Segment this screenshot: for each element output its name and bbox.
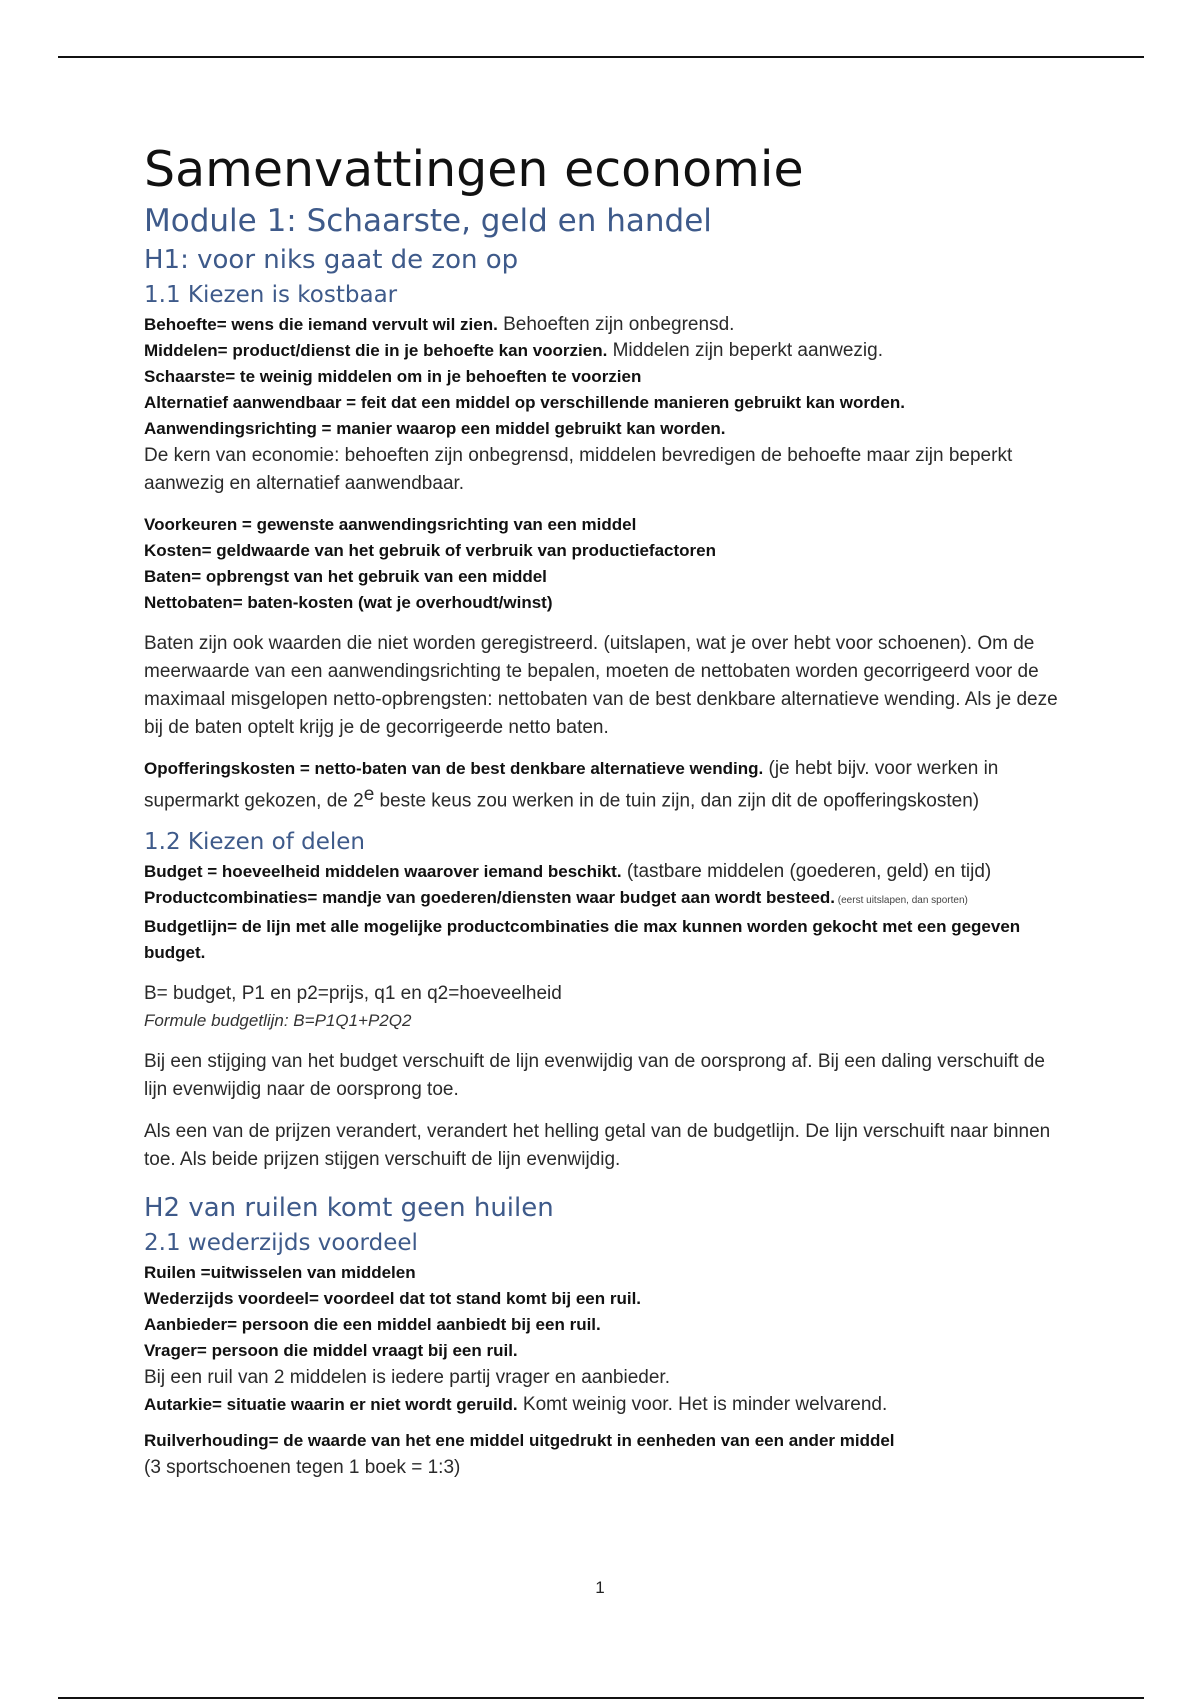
- paragraph-variables: B= budget, P1 en p2=prijs, q1 en q2=hoeveelheid: [144, 982, 562, 1004]
- formula-budgetlijn: Formule budgetlijn: B=P1Q1+P2Q2: [144, 1010, 412, 1030]
- section-heading-1-1: 1.1 Kiezen is kostbaar: [144, 282, 398, 308]
- definition-kosten: Kosten= geldwaarde van het gebruik of verbruik van productiefactoren: [144, 541, 716, 560]
- paragraph-budget-stijging: Bij een stijging van het budget verschuift de lijn evenwijdig van de oorsprong af. Bij een daling verschuift de lijn evenwijdig naar de oorsprong toe.: [144, 1050, 1045, 1100]
- document-body: [144, 140, 1070, 1482]
- definition-productcombinaties: Productcombinaties= mandje van goederen/diensten waar budget aan wordt besteed. (eerst uitslapen, dan sporten): [144, 887, 968, 907]
- definition-middelen: Middelen= product/dienst die in je behoefte kan voorzien. Middelen zijn beperkt aanwezig.: [144, 340, 883, 361]
- footer-rule: [58, 1697, 1144, 1699]
- definition-ruilen: Ruilen =uitwisselen van middelen: [144, 1262, 416, 1282]
- definition-behoefte: Behoefte= wens die iemand vervult wil zien. Behoeften zijn onbegrensd.: [144, 314, 735, 335]
- definition-vrager: Vrager= persoon die middel vraagt bij een ruil.: [144, 1340, 518, 1360]
- paragraph-kern-economie: De kern van economie: behoeften zijn onbegrensd, middelen bevredigen de behoefte maar zijn beperkt aanwezig en alternatief aanwendbaar.: [144, 445, 1013, 494]
- definition-aanbieder: Aanbieder= persoon die een middel aanbiedt bij een ruil.: [144, 1314, 601, 1334]
- definition-aanwendingsrichting: Aanwendingsrichting = manier waarop een middel gebruikt kan worden.: [144, 419, 726, 438]
- header-rule: [58, 56, 1144, 58]
- definition-baten: Baten= opbrengst van het gebruik van een middel: [144, 567, 547, 586]
- paragraph-prijzen: Als een van de prijzen verandert, verandert het helling getal van de budgetlijn. De lijn verschuift naar binnen toe. Als beide prijzen stijgen verschuift de lijn evenwijdig.: [144, 1120, 1051, 1170]
- page-number: 1: [595, 1578, 605, 1597]
- definition-ruilverhouding: Ruilverhouding= de waarde van het ene middel uitgedrukt in eenheden van een ander middel: [144, 1430, 895, 1450]
- chapter-heading-h2: H2 van ruilen komt geen huilen: [144, 1192, 554, 1223]
- definition-voorkeuren: Voorkeuren = gewenste aanwendingsrichting van een middel: [144, 515, 637, 534]
- module-heading: Module 1: Schaarste, geld en handel: [144, 203, 712, 239]
- definition-wederzijds-voordeel: Wederzijds voordeel= voordeel dat tot stand komt bij een ruil.: [144, 1288, 642, 1308]
- definition-opofferingskosten: Opofferingskosten = netto-baten van de best denkbare alternatieve wending. (je hebt bijv. voor werken in supermarkt gekozen, de 2e beste keus zou werken in de tuin zijn, dan zijn dit de opofferingskosten): [144, 758, 999, 812]
- paragraph-ruilverhouding-example: (3 sportschoenen tegen 1 boek = 1:3): [144, 1456, 461, 1478]
- definition-autarkie: Autarkie= situatie waarin er niet wordt geruild. Komt weinig voor. Het is minder welvarend.: [144, 1393, 888, 1415]
- definition-budget: Budget = hoeveelheid middelen waarover iemand beschikt. (tastbare middelen (goederen, geld) en tijd): [144, 860, 992, 882]
- definition-nettobaten: Nettobaten= baten-kosten (wat je overhoudt/winst): [144, 593, 553, 612]
- paragraph-ruil: Bij een ruil van 2 middelen is iedere partij vrager en aanbieder.: [144, 1366, 670, 1388]
- definition-budgetlijn: Budgetlijn= de lijn met alle mogelijke productcombinaties die max kunnen worden gekocht met een gegeven budget.: [144, 916, 1021, 962]
- section-heading-1-2: 1.2 Kiezen of delen: [144, 828, 365, 855]
- definition-alternatief: Alternatief aanwendbaar = feit dat een middel op verschillende manieren gebruikt kan worden.: [144, 393, 905, 412]
- document-title: Samenvattingen economie: [144, 141, 804, 198]
- chapter-heading-h1: H1: voor niks gaat de zon op: [144, 245, 519, 275]
- paragraph-baten: Baten zijn ook waarden die niet worden geregistreerd. (uitslapen, wat je over hebt voor schoenen). Om de meerwaarde van een aanwendingsrichting te bepalen, moeten de nettobaten worden gecorrigeerd voor de maximaal misgelopen netto-opbrengsten: nettobaten van de best denkbare alternatieve wending. Als je deze bij de baten optelt krijg je de gecorrigeerde netto baten.: [144, 633, 1058, 738]
- section-heading-2-1: 2.1 wederzijds voordeel: [144, 1229, 418, 1256]
- definition-schaarste: Schaarste= te weinig middelen om in je behoeften te voorzien: [144, 367, 642, 386]
